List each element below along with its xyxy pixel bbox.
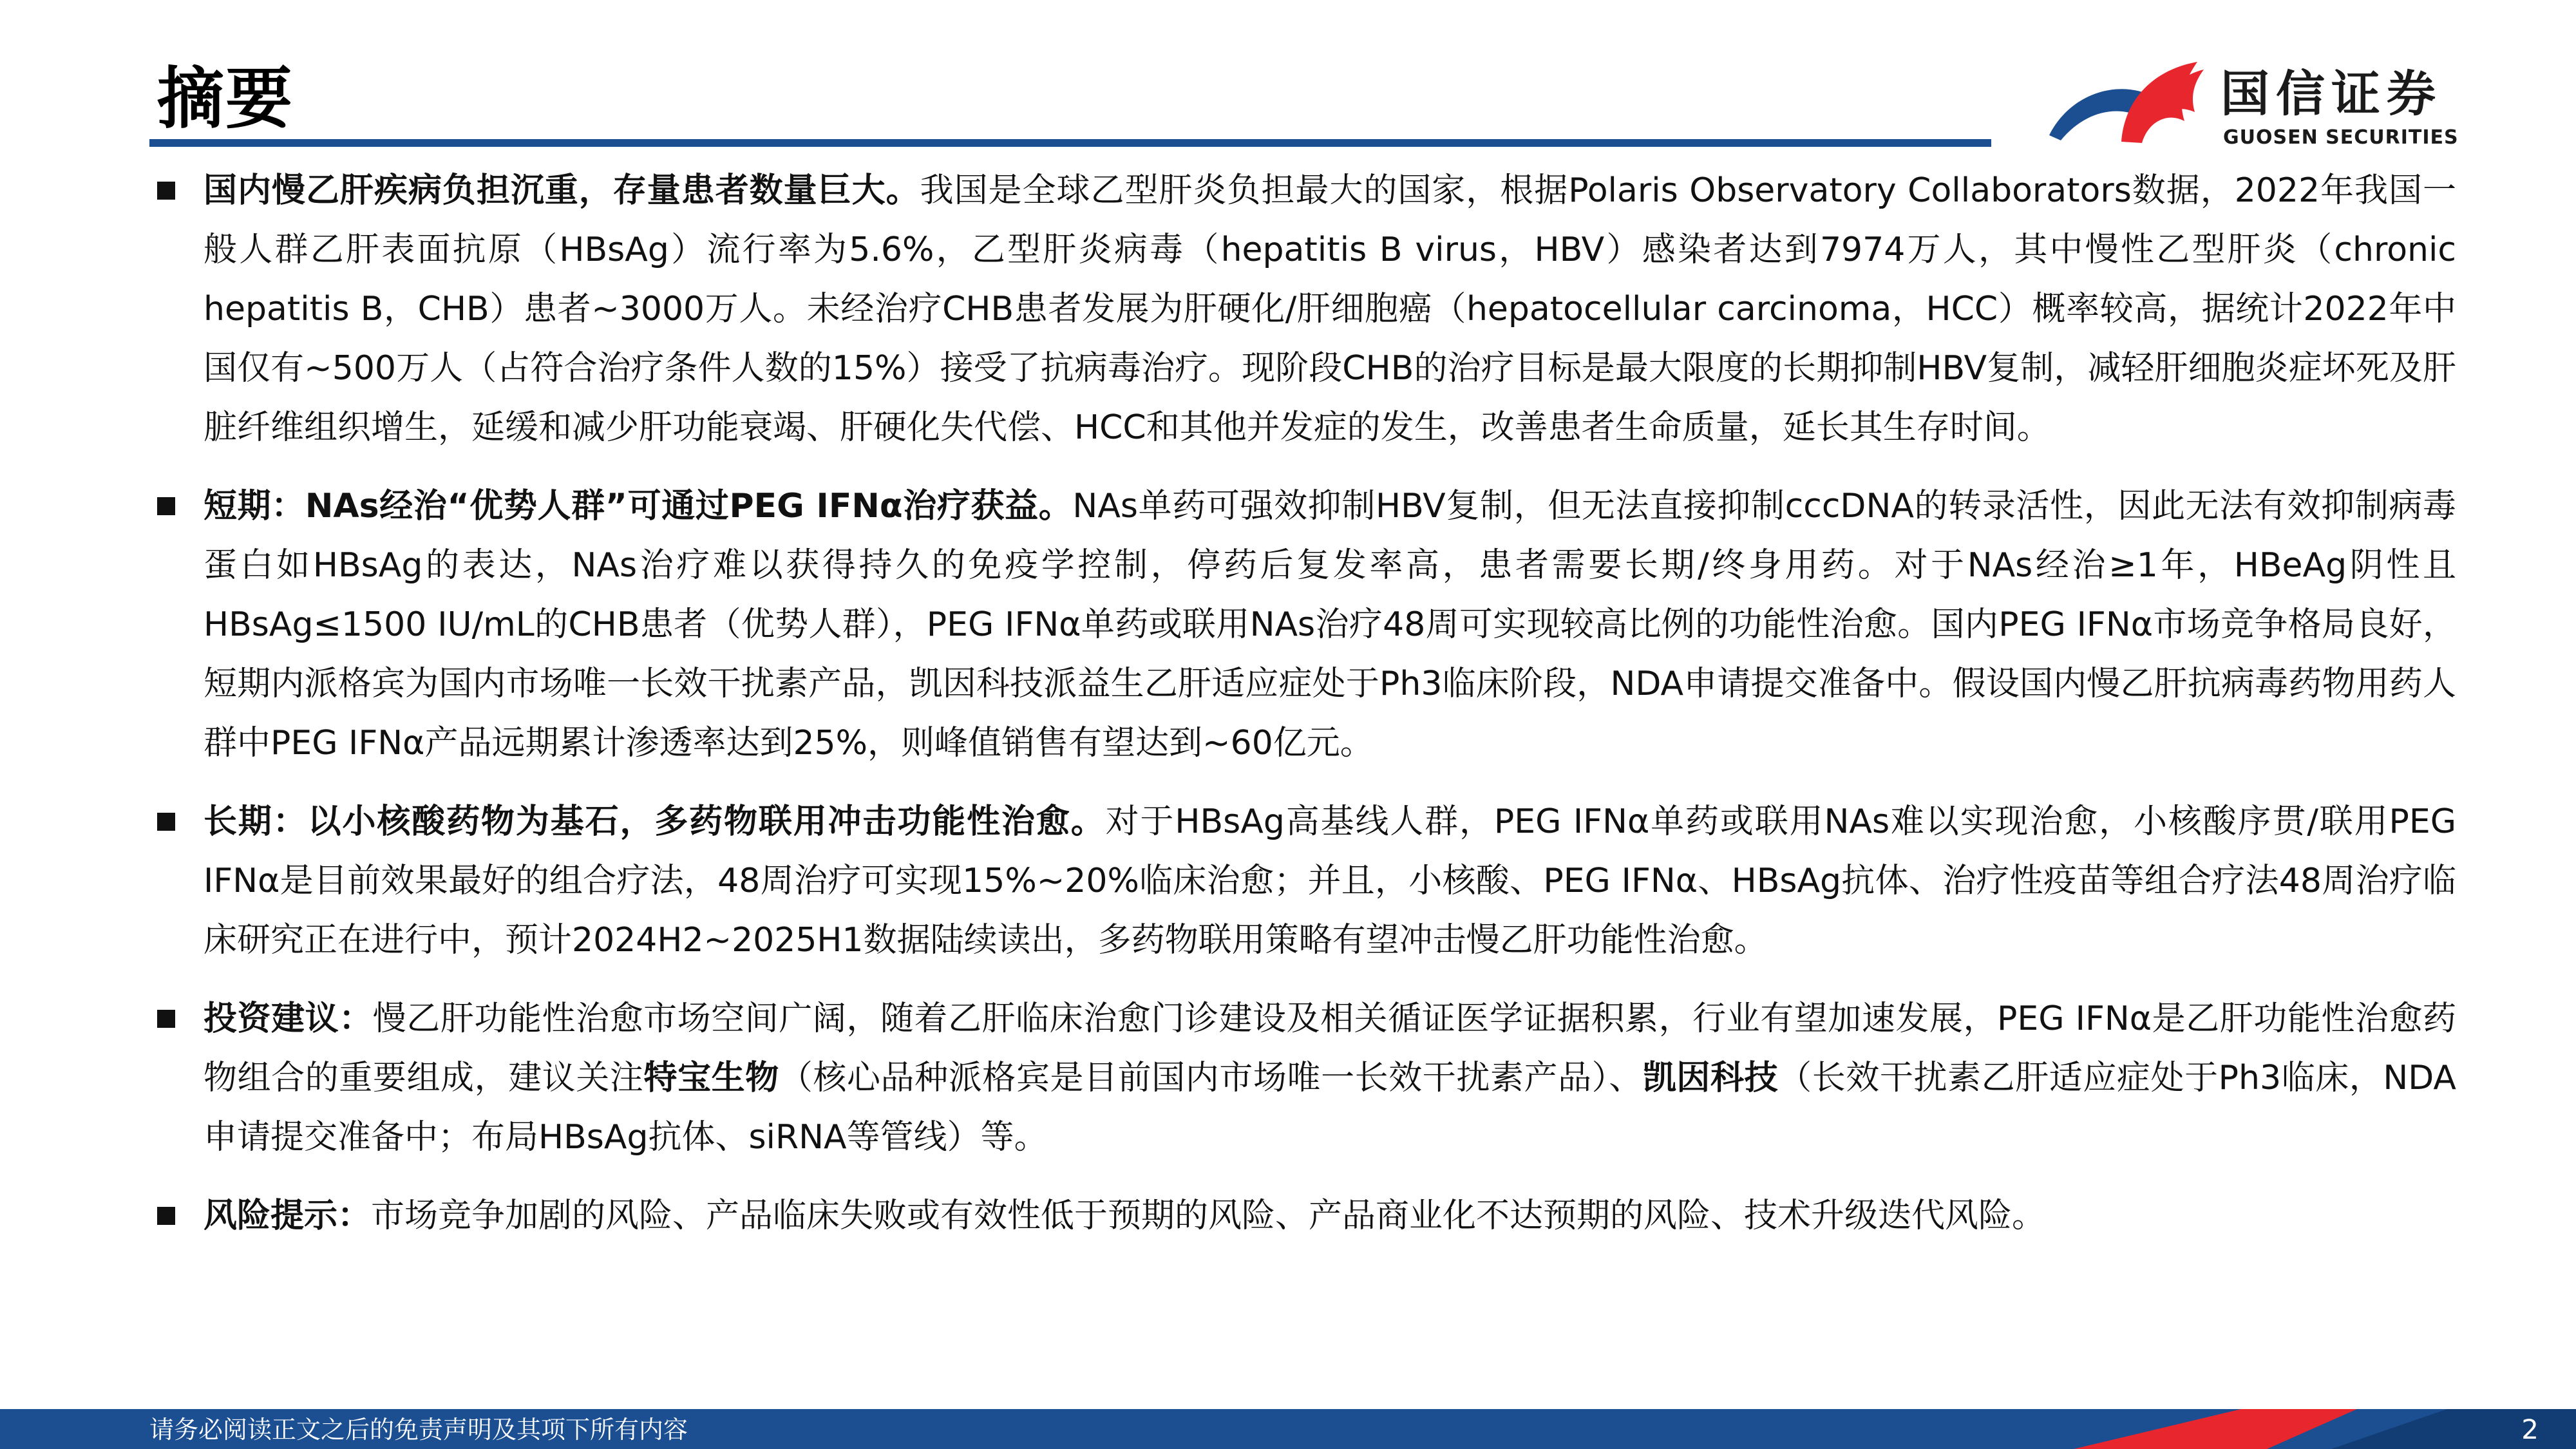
bullet-square-icon (157, 1207, 175, 1225)
summary-bullet-investment (157, 989, 2456, 1167)
bullet-lead: 长期：以小核酸药物为基石，多药物联用冲击功能性治愈。 (204, 802, 1106, 841)
bullet-body: NAs单药可强效抑制HBV复制，但无法直接抑制cccDNA的转录活性，因此无法有效抑制病毒蛋白如HBsAg的表达，NAs治疗难以获得持久的免疫学控制，停药后复发率高，患者需要长期/终身用药。对于NAs经治≥1年，HBeAg阴性且HBsAg≤1500 IU/mL的CHB患者（优势人群），PEG IFNα单药或联用NAs治疗48周可实现较高比例的功能性治愈。国内PEG IFNα市场竞争格局良好，短期内派格宾为国内市场唯一长效干扰素产品，凯因科技派益生乙肝适应症处于Ph3临床阶段，NDA申请提交准备中。假设国内慢乙肝抗病毒药物用药人群中PEG IFNα产品远期累计渗透率达到25%，则峰值销售有望达到~60亿元。 (204, 487, 2456, 762)
bullet-body: 慢乙肝功能性治愈市场空间广阔，随着乙肝临床治愈门诊建设及相关循证医学证据积累，行业有望加速发展，PEG IFNα是乙肝功能性治愈药物组合的重要组成，建议关注 (204, 999, 2456, 1097)
company-logo (2045, 59, 2522, 156)
bullet-body: （核心品种派格宾是目前国内市场唯一长效干扰素产品）、 (779, 1059, 1643, 1097)
footer-accent-icon (1996, 1409, 2576, 1449)
guosen-logo-icon (2045, 59, 2206, 156)
bullet-lead: 国内慢乙肝疾病负担沉重，存量患者数量巨大。 (204, 171, 920, 210)
bullet-lead: 短期：NAs经治“优势人群”可通过PEG IFNα治疗获益。 (204, 487, 1073, 526)
bullet-square-icon (157, 1010, 175, 1028)
bullet-square-icon (157, 182, 175, 200)
bullet-body: 我国是全球乙型肝炎负担最大的国家，根据Polaris Observatory Collaborators数据，2022年我国一般人群乙肝表面抗原（HBsAg）流行率为5.6%，乙型肝炎病毒（hepatitis B virus，HBV）感染者达到7974万人，其中慢性乙型肝炎（chronic hepatitis B，CHB）患者~3000万人。未经治疗CHB患者发展为肝硬化/肝细胞癌（hepatocellular carcinoma，HCC）概率较高，据统计2022年中国仅有~500万人（占符合治疗条件人数的15%）接受了抗病毒治疗。现阶段CHB的治疗目标是最大限度的长期抑制HBV复制，减轻肝细胞炎症坏死及肝脏纤维组织增生，延缓和减少肝功能衰竭、肝硬化失代偿、HCC和其他并发症的发生，改善患者生命质量，延长其生存时间。 (204, 171, 2456, 447)
title-divider (149, 139, 1991, 147)
page-number: 2 (2521, 1414, 2539, 1445)
company-name: 特宝生物 (643, 1059, 779, 1097)
company-name: 凯因科技 (1642, 1059, 1779, 1097)
logo-name-en: GUOSEN SECURITIES (2223, 126, 2459, 149)
summary-content (157, 161, 2456, 1265)
bullet-lead: 风险提示： (204, 1197, 372, 1235)
logo-name-cn: 国信证券 (2221, 65, 2442, 122)
summary-bullet-risk (157, 1186, 2456, 1245)
bullet-square-icon (157, 813, 175, 831)
bullet-square-icon (157, 497, 175, 515)
page-title: 摘要 (157, 59, 294, 138)
summary-bullet-short-term (157, 477, 2456, 773)
bullet-body: （长效干扰素乙肝适应症处于Ph3临床，NDA申请提交准备中；布局HBsAg抗体、siRNA等管线）等。 (204, 1059, 2456, 1157)
summary-bullet-long-term (157, 792, 2456, 970)
bullet-lead: 投资建议： (204, 999, 373, 1038)
bullet-body: 对于HBsAg高基线人群，PEG IFNα单药或联用NAs难以实现治愈，小核酸序贯/联用PEG IFNα是目前效果最好的组合疗法，48周治疗可实现15%~20%临床治愈；并且，小核酸、PEG IFNα、HBsAg抗体、治疗性疫苗等组合疗法48周治疗临床研究正在进行中，预计2024H2~2025H1数据陆续读出，多药物联用策略有望冲击慢乙肝功能性治愈。 (204, 802, 2456, 960)
footer-disclaimer: 请务必阅读正文之后的免责声明及其项下所有内容 (149, 1416, 688, 1444)
bullet-body: 市场竞争加剧的风险、产品临床失败或有效性低于预期的风险、产品商业化不达预期的风险、技术升级迭代风险。 (371, 1197, 2046, 1235)
summary-bullet-disease-burden (157, 161, 2456, 457)
